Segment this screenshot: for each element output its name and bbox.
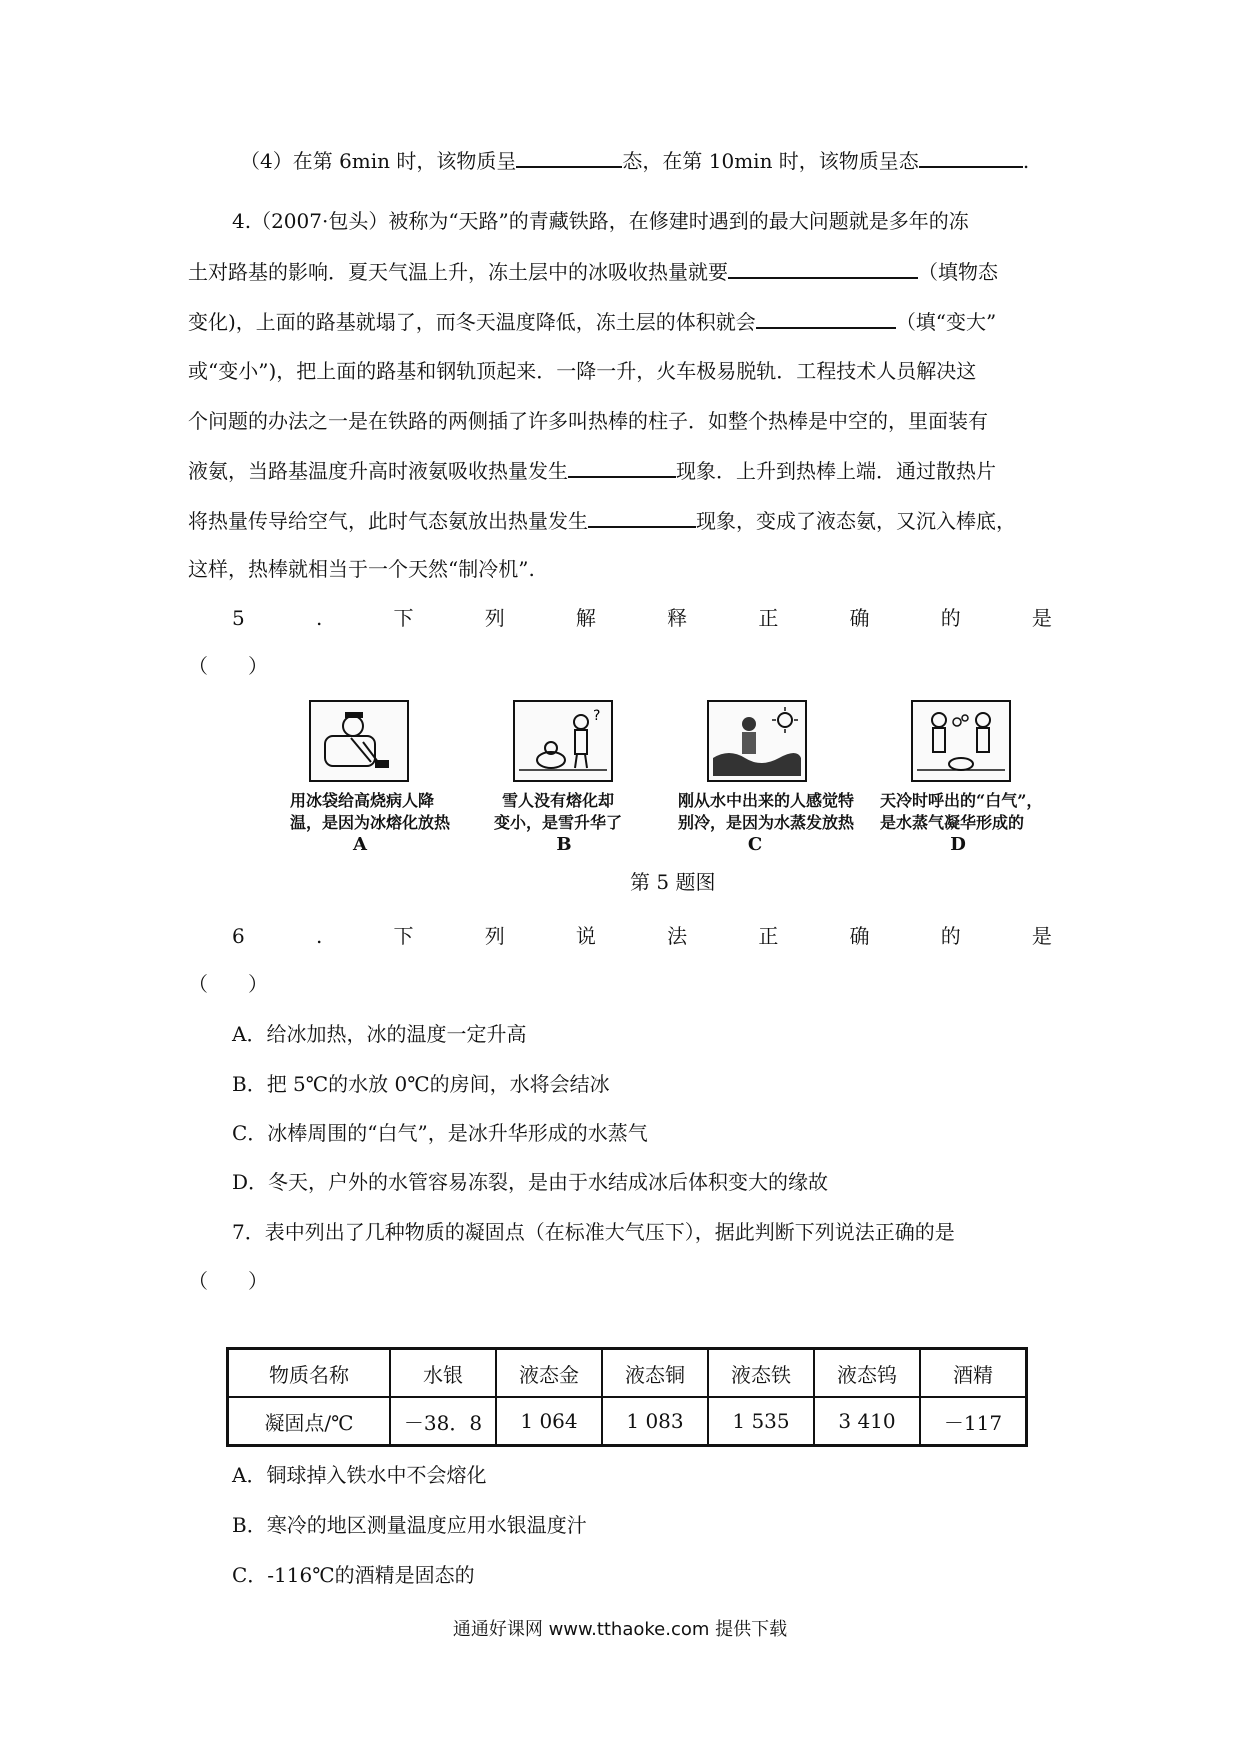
caption-line: 雪人没有熔化却 bbox=[502, 791, 615, 810]
q7-stem: 7．表中列出了几种物质的凝固点（在标准大气压下），据此判断下列说法正确的是 bbox=[232, 1220, 955, 1244]
q4-line7 bbox=[188, 506, 1016, 535]
q4-line6-rest: 现象．上升到热棒上端．通过散热片 bbox=[676, 459, 996, 483]
q3-part4 bbox=[240, 146, 1029, 175]
q5-char: 解 bbox=[575, 606, 596, 630]
figure-letter-c: C bbox=[747, 834, 763, 855]
q6-option-c: C．冰棒周围的“白气”，是冰升华形成的水蒸气 bbox=[232, 1121, 648, 1145]
q4-line1: 4.（2007·包头）被称为“天路”的青藏铁路，在修建时遇到的最大问题就是多年的冻 bbox=[232, 209, 969, 233]
snowman-icon bbox=[515, 702, 611, 780]
table-cell: 1 064 bbox=[496, 1397, 602, 1446]
q6-char: 列 bbox=[484, 924, 505, 948]
q6-char: 下 bbox=[393, 924, 414, 948]
q4-line3 bbox=[188, 307, 996, 336]
q5-answer-paren: （ ） bbox=[188, 654, 268, 678]
q7-answer-paren: （ ） bbox=[188, 1269, 268, 1293]
table-cell: 水银 bbox=[390, 1349, 496, 1398]
q5-stem bbox=[232, 604, 1052, 632]
caption-line: 别冷，是因为水蒸发放热 bbox=[678, 813, 855, 832]
q6-char: 6 bbox=[232, 924, 245, 948]
answer-blank[interactable] bbox=[728, 257, 918, 279]
q5-char: 列 bbox=[484, 606, 505, 630]
figure-caption-b bbox=[494, 790, 622, 834]
figure-letter-d: D bbox=[950, 834, 966, 855]
q6-char: 正 bbox=[758, 924, 779, 948]
table-cell: 物质名称 bbox=[228, 1349, 391, 1398]
q7-option-a: A．铜球掉入铁水中不会熔化 bbox=[232, 1463, 487, 1487]
sick-person-icon bbox=[311, 702, 407, 780]
table-cell: －38．8 bbox=[390, 1397, 496, 1446]
table-cell: 3 410 bbox=[814, 1397, 920, 1446]
q5-char: . bbox=[315, 606, 323, 630]
table-cell: －117 bbox=[920, 1397, 1027, 1446]
table-cell: 液态铁 bbox=[708, 1349, 814, 1398]
q6-stem bbox=[232, 922, 1052, 950]
freezing-point-table bbox=[226, 1347, 1028, 1447]
caption-line: 用冰袋给高烧病人降 bbox=[290, 791, 435, 810]
q5-char: 正 bbox=[758, 606, 779, 630]
q6-option-d: D．冬天，户外的水管容易冻裂，是由于水结成冰后体积变大的缘故 bbox=[232, 1170, 829, 1194]
table-cell: 液态金 bbox=[496, 1349, 602, 1398]
q5-char: 是 bbox=[1031, 606, 1052, 630]
figure-panel-b bbox=[513, 700, 613, 782]
caption-line: 刚从水中出来的人感觉特 bbox=[678, 791, 855, 810]
table-cell: 液态钨 bbox=[814, 1349, 920, 1398]
caption-line: 天冷时呼出的“白气”， bbox=[880, 791, 1043, 810]
answer-blank[interactable] bbox=[516, 146, 622, 168]
q6-char: 说 bbox=[575, 924, 596, 948]
q6-char: 确 bbox=[849, 924, 870, 948]
figure-caption-c bbox=[678, 790, 854, 834]
q4-line7-rest: 现象，变成了液态氨，又沉入棒底， bbox=[696, 509, 1016, 533]
answer-blank[interactable] bbox=[588, 506, 696, 528]
figure-panel-c bbox=[707, 700, 807, 782]
caption-line: 是水蒸气凝华形成的 bbox=[880, 813, 1025, 832]
figure-caption-d bbox=[880, 790, 1042, 834]
caption-line: 温，是因为冰熔化放热 bbox=[290, 813, 451, 832]
q4-line4: 或“变小”)，把上面的路基和钢轨顶起来．一降一升，火车极易脱轨．工程技术人员解决这 bbox=[188, 359, 977, 383]
answer-blank[interactable] bbox=[919, 146, 1023, 168]
q6-answer-paren: （ ） bbox=[188, 972, 268, 996]
figure-caption-a bbox=[290, 790, 450, 834]
table-row bbox=[228, 1397, 1027, 1446]
q3-part4-prefix: （4）在第 6min 时，该物质呈 bbox=[240, 149, 517, 173]
table-cell: 1 535 bbox=[708, 1397, 814, 1446]
q6-char: . bbox=[315, 924, 323, 948]
table-cell: 酒精 bbox=[920, 1349, 1027, 1398]
figure-panel-a bbox=[309, 700, 409, 782]
svg-text:?: ? bbox=[593, 708, 601, 724]
q4-line5: 个问题的办法之一是在铁路的两侧插了许多叫热棒的柱子．如整个热棒是中空的，里面装有 bbox=[188, 409, 988, 433]
q3-part4-mid: 态，在第 10min 时，该物质呈态 bbox=[622, 149, 919, 173]
children-breath-icon bbox=[913, 702, 1009, 780]
q4-line8: 这样，热棒就相当于一个天然“制冷机”. bbox=[188, 557, 535, 581]
q7-option-b: B．寒冷的地区测量温度应用水银温度汁 bbox=[232, 1513, 587, 1537]
q5-char: 5 bbox=[232, 606, 245, 630]
figure-letter-a: A bbox=[353, 834, 367, 855]
q4-line2-text: 土对路基的影响．夏天气温上升，冻土层中的冰吸收热量就要 bbox=[188, 260, 728, 284]
q5-char: 的 bbox=[940, 606, 961, 630]
caption-line: 变小，是雪升华了 bbox=[494, 813, 623, 832]
q4-line2-hint: （填物态 bbox=[918, 260, 998, 284]
q6-char: 的 bbox=[940, 924, 961, 948]
table-cell: 凝固点/℃ bbox=[228, 1397, 391, 1446]
q5-char: 下 bbox=[393, 606, 414, 630]
q6-char: 是 bbox=[1031, 924, 1052, 948]
table-cell: 1 083 bbox=[602, 1397, 708, 1446]
q7-option-c: C．-116℃的酒精是固态的 bbox=[232, 1563, 475, 1587]
answer-blank[interactable] bbox=[568, 456, 676, 478]
q4-line2 bbox=[188, 257, 998, 286]
q5-char: 确 bbox=[849, 606, 870, 630]
q4-line3-hint: （填“变大” bbox=[895, 310, 997, 334]
q6-char: 法 bbox=[667, 924, 688, 948]
q4-line6-text: 液氨，当路基温度升高时液氨吸收热量发生 bbox=[188, 459, 568, 483]
figure-letter-b: B bbox=[556, 834, 572, 855]
page-footer: 通通好课网 www.tthaoke.com 提供下载 bbox=[452, 1619, 788, 1640]
swimmer-icon bbox=[709, 702, 805, 780]
table-cell: 液态铜 bbox=[602, 1349, 708, 1398]
answer-blank[interactable] bbox=[756, 307, 896, 329]
figure-panel-d bbox=[911, 700, 1011, 782]
q6-option-a: A．给冰加热，冰的温度一定升高 bbox=[232, 1022, 527, 1046]
q4-line3-text: 变化)，上面的路基就塌了，而冬天温度降低，冻土层的体积就会 bbox=[188, 310, 756, 334]
q3-part4-end: . bbox=[1022, 149, 1030, 173]
q4-line6 bbox=[188, 456, 996, 485]
q4-line7-text: 将热量传导给空气，此时气态氨放出热量发生 bbox=[188, 509, 588, 533]
q5-char: 释 bbox=[667, 606, 688, 630]
table-header-row bbox=[228, 1349, 1027, 1398]
q6-option-b: B．把 5℃的水放 0℃的房间，水将会结冰 bbox=[232, 1072, 610, 1096]
figure-title: 第 5 题图 bbox=[630, 870, 716, 894]
